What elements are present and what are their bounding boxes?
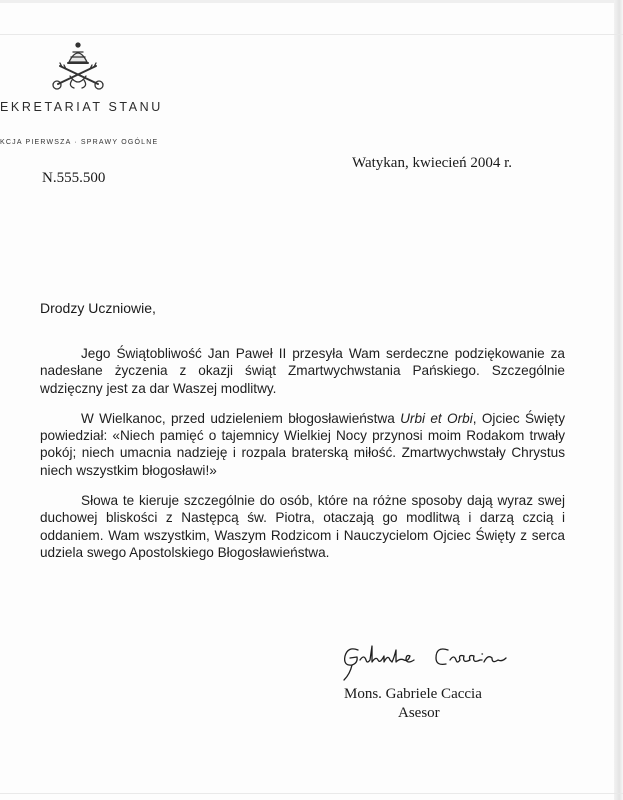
paragraph-text: W Wielkanoc, przed udzieleniem błogosławieństwa bbox=[81, 410, 401, 426]
handwritten-signature bbox=[336, 640, 526, 684]
letter-body bbox=[40, 345, 565, 574]
signer-role: Asesor bbox=[398, 705, 440, 721]
office-section: KCJA PIERWSZA · SPRAWY OGÓLNE bbox=[0, 139, 159, 146]
scan-line bbox=[0, 793, 623, 794]
signer-name: Mons. Gabriele Caccia bbox=[344, 686, 482, 702]
scan-edge-right bbox=[614, 0, 623, 800]
reference-number: N.555.500 bbox=[42, 170, 106, 186]
papal-keys-tiara-icon bbox=[50, 40, 106, 92]
paragraph-thanks: Jego Świątobliwość Jan Paweł II przesyła Wam serdeczne podziękowanie za nadesłane życzenia z okazji świąt Zmartwychwstania Pańskiego. Szczególnie wdzięczny jest za dar Waszej modlitwy. bbox=[40, 346, 565, 396]
paragraph-easter-quote bbox=[40, 410, 565, 479]
scan-edge-top bbox=[0, 0, 623, 3]
greeting: Drodzy Uczniowie, bbox=[40, 300, 156, 316]
italic-phrase: Urbi et Orbi bbox=[400, 410, 473, 426]
paragraph-blessing: Słowa te kieruje szczególnie do osób, które na różne sposoby dają wyraz swej duchowej bliskości z Następcą św. Piotra, otaczają go modlitwą i darzą czcią i oddaniem. Wam wszystkim, Waszym Rodzicom i Nauczycielom Ojciec Święty z serca udziela swego Apostolskiego Błogosławieństwa. bbox=[40, 493, 565, 560]
scan-line bbox=[0, 34, 623, 35]
place-date: Watykan, kwiecień 2004 r. bbox=[352, 155, 512, 171]
office-title: EKRETARIAT STANU bbox=[0, 100, 163, 114]
paragraph-text: , Ojciec Święty powiedział: «Niech pamięć o tajemnicy Wielkiej Nocy przynosi moim Rodakom trwały pokój; niech umacnia nadzieję i rozpala braterską miłość. Zmartwychwstały Chrystus niech wszystkim błogosławi!» bbox=[40, 410, 565, 478]
